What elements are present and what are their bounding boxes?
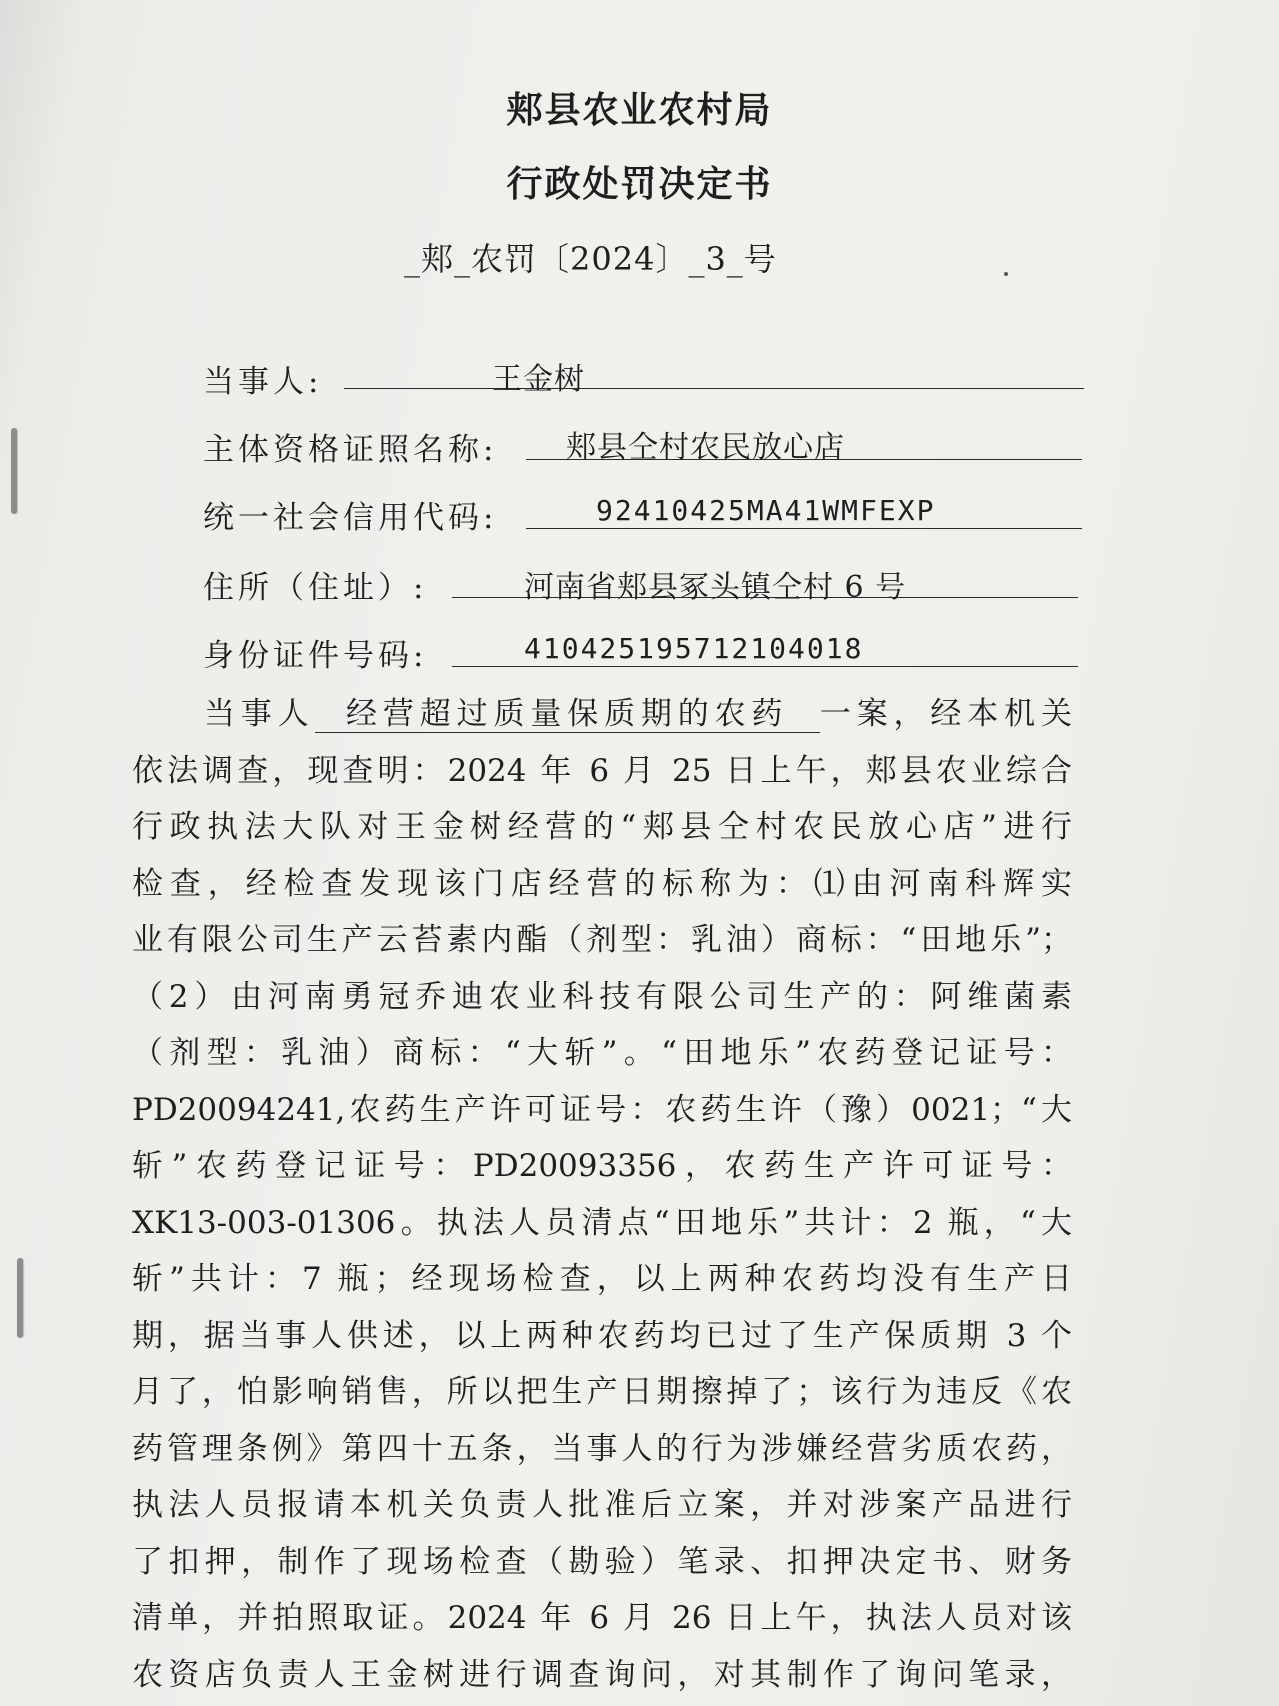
staple-mark: [17, 1258, 23, 1338]
speck: [1004, 272, 1008, 276]
license-name-value: 郏县仝村农民放心店: [566, 430, 845, 465]
credit-code-value: 92410425MA41WMFEXP: [596, 494, 936, 527]
body-line: 药管理条例》第四十五条，当事人的行为涉嫌经营劣质农药，: [132, 1430, 1072, 1467]
staple-mark: [11, 428, 17, 514]
document-title: 行政处罚决定书: [506, 163, 773, 205]
body-line: 期，据当事人供述，以上两种农药均已过了生产保质期 3 个: [132, 1317, 1072, 1354]
body-text: 当事人: [204, 696, 315, 732]
case-body: [132, 686, 1072, 1703]
body-line: 月了，怕影响销售，所以把生产日期擦掉了；该行为违反《农: [132, 1374, 1072, 1410]
agency-title: 郏县农业农村局: [506, 89, 773, 131]
body-line: 检查，经检查发现该门店经营的标称为：⑴由河南科辉实: [132, 865, 1072, 902]
address-label: 住所（住址）:: [203, 570, 428, 606]
address-value: 河南省郏县冢头镇仝村 6 号: [524, 570, 907, 605]
body-line: （剂型：乳油）商标：“大斩”。“田地乐”农药登记证号：: [132, 1035, 1072, 1071]
document-number: _郏_农罚〔2024〕_3_号: [404, 240, 777, 278]
body-line: 了扣押，制作了现场检查（勘验）笔录、扣押决定书、财务: [132, 1543, 1072, 1580]
body-text: 一案，经本机关: [819, 696, 1073, 732]
body-line: PD20094241,农药生产许可证号：农药生许（豫）0021；“大: [132, 1091, 1072, 1128]
credit-code-label: 统一社会信用代码:: [203, 500, 498, 536]
body-line: 依法调查，现查明：2024 年 6 月 25 日上午，郏县农业综合: [132, 752, 1072, 789]
body-line: 行政执法大队对王金树经营的“郏县仝村农民放心店”进行: [132, 809, 1072, 845]
id-number-label: 身份证件号码:: [203, 638, 428, 674]
case-name-text: 经营超过质量保质期的农药: [346, 696, 789, 732]
id-number-value: 410425195712104018: [524, 632, 864, 665]
case-name: [315, 696, 820, 733]
body-line: 执法人员报请本机关负责人批准后立案，并对涉案产品进行: [132, 1487, 1072, 1523]
body-line: [132, 686, 1072, 743]
field-underline: [344, 388, 1084, 389]
body-line: （2）由河南勇冠乔迪农业科技有限公司生产的：阿维菌素: [132, 978, 1072, 1015]
body-line: 斩”农药登记证号：PD20093356，农药生产许可证号：: [132, 1148, 1072, 1184]
body-line: XK13-003-01306。执法人员清点“田地乐”共计：2 瓶，“大: [132, 1204, 1072, 1241]
body-line: 清单，并拍照取证。2024 年 6 月 26 日上午，执法人员对该: [132, 1600, 1072, 1636]
party-value: 王金树: [492, 362, 585, 397]
license-name-label: 主体资格证照名称:: [203, 432, 498, 468]
body-line: 农资店负责人王金树进行调查询问，对其制作了询问笔录，: [132, 1656, 1072, 1693]
body-line: 斩”共计：7 瓶；经现场检查，以上两种农药均没有生产日: [132, 1261, 1072, 1297]
field-underline: [526, 528, 1082, 529]
body-line: 业有限公司生产云苔素内酯（剂型：乳油）商标：“田地乐”；: [132, 922, 1072, 958]
party-label: 当事人:: [203, 364, 323, 400]
field-underline: [452, 666, 1078, 667]
